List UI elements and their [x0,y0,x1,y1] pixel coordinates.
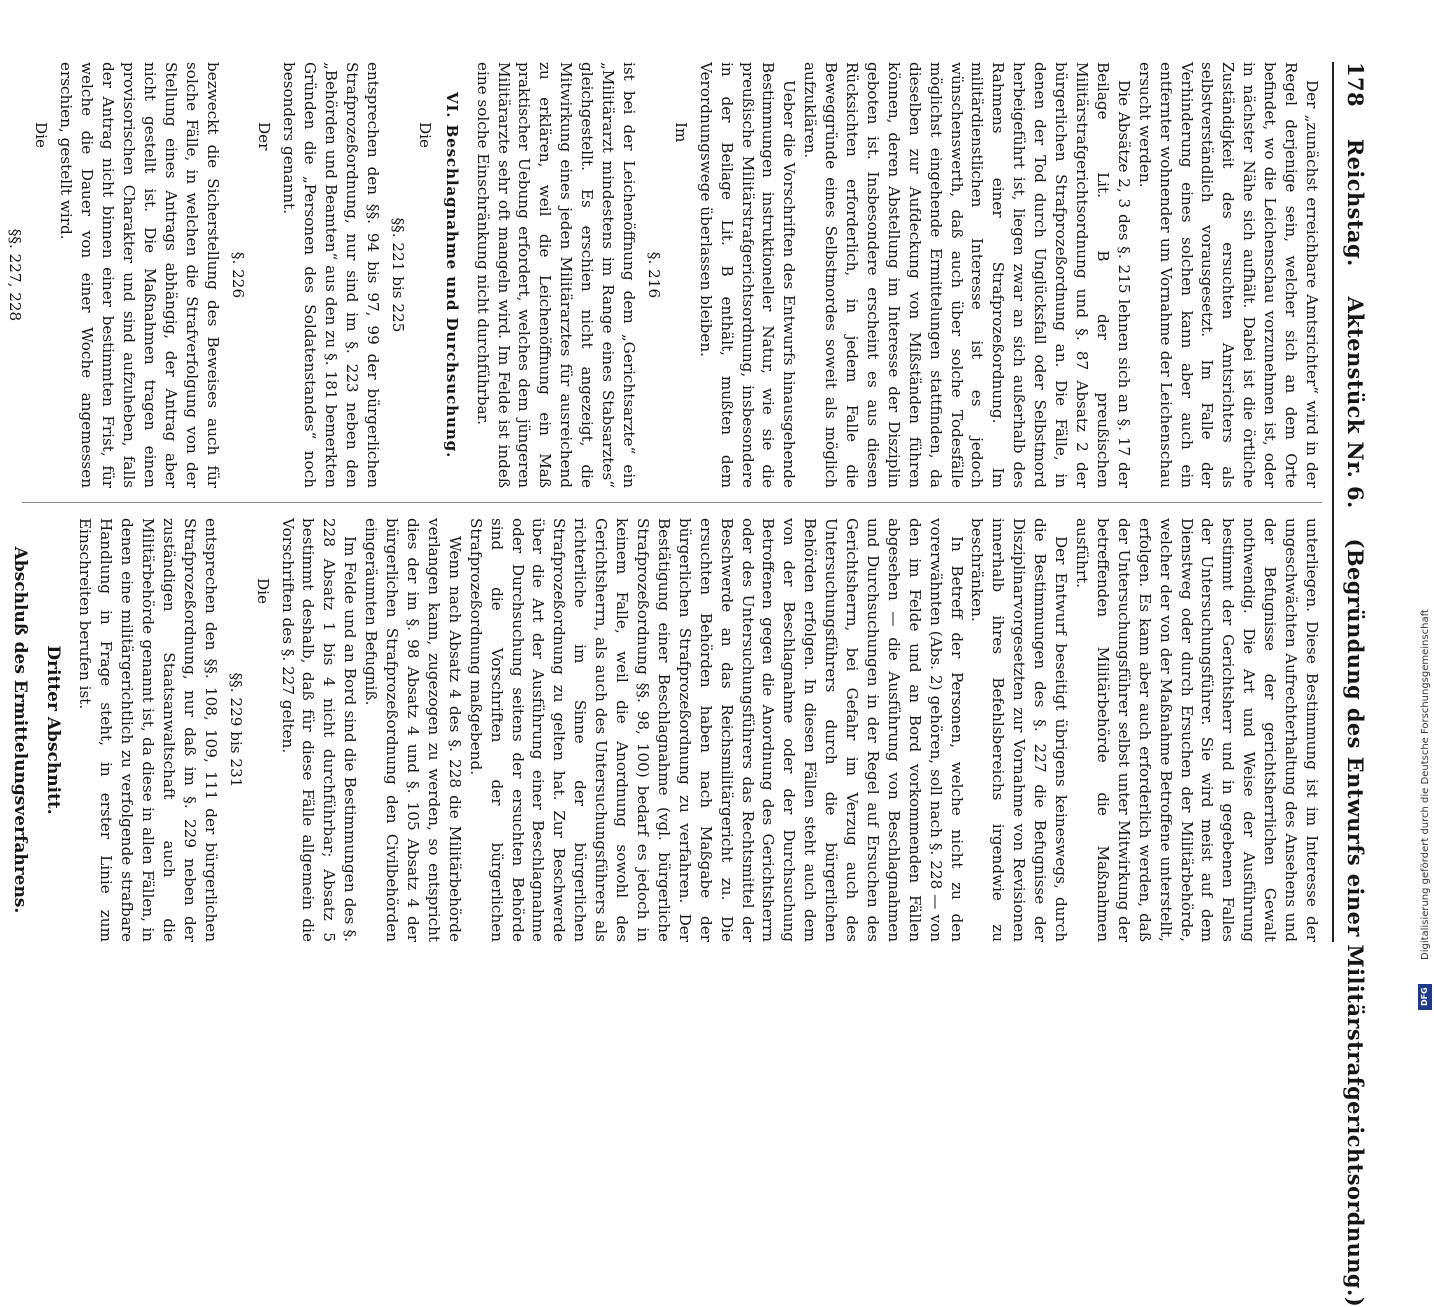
paragraph: ist bei der Leichenöffnung dem „Gerichtsarzte“ ein „Militärarzt mindestens im Range eines Stabsarztes“ gleichgestellt. Es erschien nicht angezeigt, die Mitwirkung eines jeden Militärarztes für ausreichend zu erklären, weil die Leichenöffnung ein Maß praktischer Uebung erfordert, welches dem jüngeren Militärarzte sehr oft mangeln wird. Im Felde ist indeß eine solche Einschränkung nicht durchführbar. [473,62,638,488]
paragraph: Ueber die Vorschriften des Entwurfs hinausgehende Bestimmungen instruktioneller Natur, wie sie die preußische Militärstrafgerichtsordnung, insbesondere in der Beilage Lit. B enthält, mußten dem Verordnungswege überlassen bleiben. [696,62,799,488]
page-header [1338,62,1368,1307]
paragraph: entsprechen den §§. 108, 109, 111 der bürgerlichen Strafprozeßordnung, nur daß im §. 229 neben der zuständigen Staatsanwaltschaft auch die Militärbehörde genannt ist, da diese in allen Fällen, in denen eine militärgerichtlich zu verfolgende strafbare Handlung in Frage steht, in erster Linie zum Einschreiten berufen ist. [76,518,220,942]
funding-credit: Digitalisierung gefördert durch die Deutsche Forschungsgemeinschaft [1420,609,1431,960]
paragraph: Wenn nach Absatz 4 des §. 228 die Militärbehörde verlangen kann, zugezogen zu werden, so entspricht dies der im §. 98 Absatz 4 und §. 105 Absatz 4 der bürgerlichen Strafprozeßordnung den Civilbehörden eingeräumten Befugniß. [362,518,464,942]
funding-sidebar [1418,20,1434,1007]
lead-word: Die [415,122,434,149]
paragraph: Der „zunächst erreichbare Amtsrichter“ wird in der Regel derjenige sein, welcher sich an dem Orte befindet, wo die Leichenschau vorzunehmen ist, oder in nächster Nähe sich aufhält. Dabei ist die örtliche Zuständigkeit des ersuchten Amtsrichters als selbstverständlich vorausgesetzt. Im Falle der Verhinderung eines solchen kann aber auch ein entfernter wohnender um Vornahme der Leichenschau ersucht werden. [1135,62,1321,488]
header-rule [1332,62,1334,942]
paragraph: In Betreff der Personen, welche nicht zu den vorerwähnten (Abs. 2) gehören, soll nach §. 228 — von den im Felde und an Bord vorkommenden Fällen abgesehen — die Ausführung von Beschlagnahmen und Durchsuchungen in der Regel auf Ersuchen des Gerichtsherrn, bei Gefahr im Verzug auch des Untersuchungsführers durch die bürgerlichen Behörden erfolgen. In diesen Fällen steht auch dem von der Beschlagnahme oder der Durchsuchung Betroffenen gegen die Anordnung des Gerichtsherrn oder des Untersuchungsführers das Rechtsmittel der Beschwerde an das Reichsmilitärgericht zu. Die ersuchten Behörden haben nach Maßgabe der bürgerlichen Strafprozeßordnung zu verfahren. Der Bestätigung einer Beschlagnahme (vgl. bürgerliche Strafprozeßordnung §§. 98, 100) bedarf es jedoch in keinem Falle, weil die Anordnung sowohl des Gerichtsherrn, als auch des Untersuchungsführers als richterliche im Sinne der bürgerlichen Strafprozeßordnung zu gelten hat. Zur Beschwerde über die Art der Ausführung einer Beschlagnahme oder Durchsuchung seitens der ersuchten Behörde sind die Vorschriften der bürgerlichen Strafprozeßordnung maßgebend. [466,518,966,942]
page-title: (Begründung des Entwurfs einer Militärstrafgerichtsordnung.) [1343,538,1368,1307]
page-number: 178 [1343,62,1368,108]
section-ref: §§. 221 bis 225 [388,217,407,333]
paragraph: entsprechen den §§. 94 bis 97, 99 der bürgerlichen Strafprozeßordnung, nur sind im §. 223 neben den „Behörden und Beamten“ aus den zu §. 181 bemerkten Gründen die „Personen des Soldatenstandes“ noch besonders genannt. [280,62,383,488]
part-heading: Dritter Abschnitt. [42,645,63,815]
lead-word: Die [253,578,272,605]
column-divider [22,502,1322,503]
lead-word: Der [255,122,274,151]
paragraph: unterliegen. Diese Bestimmung ist im Interesse der ungeschwächten Aufrechterhaltung des Ansehens und der Befugnisse der gerichtsherrlichen Gewalt nothwendig. Die Art und Weise der Ausführung bestimmt der Gerichtsherr und in gegebenen Falles der Untersuchungsführer. Sie wird meist auf dem Dienstweg oder durch Ersuchen der Militärbehörde, welcher der von der Maßnahme Betroffene unterstellt, erfolgen. Es kann aber auch erforderlich werden, daß der Untersuchungsführer selbst unter Mitwirkung der betreffenden Militärbehörde die Maßnahmen ausführt. [1073,518,1321,942]
dfg-logo: DFG [1418,984,1432,1010]
paragraph: Der Entwurf beseitigt übrigens keineswegs, durch die Bestimmungen des §. 227 die Befugnisse der Disziplinarvorgesetzten zur Vornahme von Revisionen innerhalb ihres Befehlsbereichs irgendwie zu beschränken. [968,518,1071,942]
document-number: Aktenstück Nr. 6. [1343,296,1368,509]
section-name: Reichstag. [1343,138,1368,267]
left-column [5,62,1322,488]
right-column [9,518,1322,942]
part-subheading: Abschluß des Ermittelungsverfahrens. [9,546,30,914]
section-ref: §§. 229 bis 231 [226,672,245,788]
section-ref: §. 216 [644,251,663,299]
paragraph: Im Felde und an Bord sind die Bestimmungen des §. 228 Absatz 1 bis 4 nicht durchführbar; Absatz 5 bestimmt deshalb, daß für diese Fälle allgemein die Vorschriften des §. 227 gelten. [278,518,360,942]
paragraph: Die Absätze 2, 3 des §. 215 lehnen sich an §. 17 der Beilage Lit. B der preußischen Militärstrafgerichtsordnung und §. 87 Absatz 2 der bürgerlichen Strafprozeßordnung an. Die Fälle, in denen der Tod durch Unglücksfall oder Selbstmord herbeigeführt ist, liegen zwar an sich außerhalb des Rahmens einer Strafprozeßordnung. Im militärdienstlichen Interesse ist es jedoch wünschenswerth, daß auch über solche Todesfälle möglichst eingehende Ermittelungen stattfinden, da dieselben zur Aufdeckung von Mißständen führen können, deren Abstellung im Interesse der Disziplin geboten ist. Insbesondere erscheint es aus diesen Rücksichten erforderlich, in jedem Falle die Beweggründe eines Selbstmordes soweit als möglich aufzuklären. [801,62,1133,488]
chapter-heading: VI. Beschlagnahme und Durchsuchung. [442,91,461,459]
section-ref: §§. 227, 228 [5,228,24,322]
section-ref: §. 226 [228,251,247,299]
lead-word: Im [671,122,690,143]
lead-word: Die [32,122,51,149]
paragraph: bezweckt die Sicherstellung des Beweises auch für solche Fälle, in welchen die Strafverfolgung von der Stellung eines Antrags abhängig, der Antrag aber nicht gestellt ist. Die Maßnahmen tragen einen provisorischen Charakter und sind aufzuheben, falls der Antrag nicht binnen einer bestimmten Frist, für welche die Dauer von einer Woche angemessen erschien, gestellt wird. [57,62,222,488]
